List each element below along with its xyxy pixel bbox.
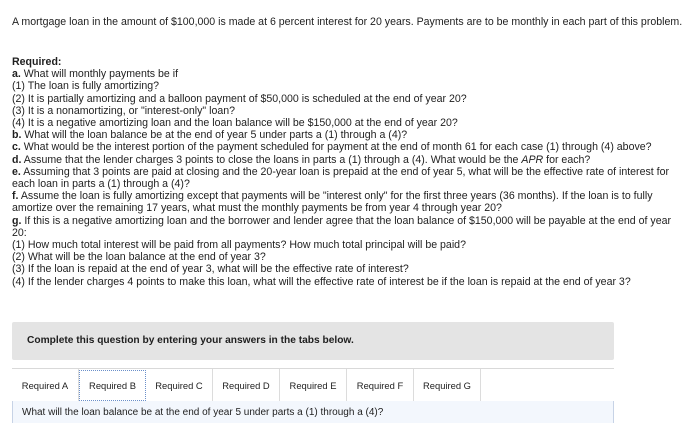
requirement-text: (3) It is a nonamortizing, or "interest-only" loan? <box>12 104 236 117</box>
tab-question: What will the loan balance be at the end of year 5 under parts a (1) through a (4)? <box>22 407 384 418</box>
requirement-letter: e. <box>12 165 21 178</box>
requirement-text: What will the loan balance be at the end of year 5 under parts a (1) through a (4)? <box>21 129 408 142</box>
tab-required-f[interactable]: Required F <box>347 369 414 402</box>
tab-required-b[interactable]: Required B <box>79 370 146 401</box>
requirement-text: (2) It is partially amortizing and a balloon payment of $50,000 is scheduled at the end of year 20? <box>12 92 467 105</box>
requirements-list <box>12 68 688 288</box>
answer-panel <box>12 401 614 423</box>
apr-term: APR <box>521 153 544 166</box>
requirement-text: (1) The loan is fully amortizing? <box>12 80 160 93</box>
requirement-line <box>12 276 688 288</box>
requirement-line <box>12 215 688 239</box>
tab-required-e[interactable]: Required E <box>280 369 347 402</box>
requirement-letter: a. <box>12 68 21 81</box>
requirement-text: Assuming that 3 points are paid at closing and the 20-year loan is prepaid at the end of year 5, what will be the effective rate of interest for each loan in parts a (1) through a (4)? <box>12 165 670 191</box>
requirement-line <box>12 190 688 214</box>
requirement-text: (4) It is a negative amortizing loan and the loan balance will be $150,000 at the end of year 20? <box>12 117 458 130</box>
requirement-line <box>12 68 688 80</box>
tab-required-c[interactable]: Required C <box>146 369 213 402</box>
requirement-text: What would be the interest portion of the payment scheduled for payment at the end of month 61 for each case (1) through (4) above? <box>20 141 652 154</box>
problem-intro: A mortgage loan in the amount of $100,000 is made at 6 percent interest for 20 years. Payments are to be monthly in each part of this problem. <box>12 16 683 28</box>
requirement-text: (2) What will be the loan balance at the end of year 3? <box>12 251 266 264</box>
requirement-text: (3) If the loan is repaid at the end of year 3, what will be the effective rate of interest? <box>12 263 409 276</box>
requirement-line <box>12 263 688 275</box>
requirement-text: (4) If the lender charges 4 points to make this loan, what will the effective rate of interest be if the loan is repaid at the end of year 3? <box>12 275 631 288</box>
requirement-line <box>12 117 688 129</box>
requirement-line <box>12 141 688 153</box>
requirement-line <box>12 80 688 92</box>
requirement-line <box>12 129 688 141</box>
requirement-line <box>12 93 688 105</box>
requirement-letter: g. <box>12 214 22 227</box>
requirement-line <box>12 154 688 166</box>
tab-required-g[interactable]: Required G <box>414 369 481 402</box>
requirement-line <box>12 166 688 190</box>
requirement-line <box>12 239 688 251</box>
requirement-line <box>12 105 688 117</box>
requirement-text: What will monthly payments be if <box>20 68 179 81</box>
requirement-text: Assume that the lender charges 3 points to close the loans in parts a (1) through a (4). What would be the <box>21 153 522 166</box>
instruction-text: Complete this question by entering your answers in the tabs below. <box>27 335 354 346</box>
requirement-line <box>12 251 688 263</box>
required-heading: Required: <box>12 56 62 68</box>
tab-required-a[interactable]: Required A <box>12 369 79 402</box>
requirement-text-tail: for each? <box>543 153 591 166</box>
tab-required-d[interactable]: Required D <box>213 369 280 402</box>
requirement-letter: c. <box>12 141 21 154</box>
requirement-text: If this is a negative amortizing loan and the borrower and lender agree that the loan balance of $150,000 will be payable at the end of year 20: <box>12 214 672 239</box>
requirement-letter: d. <box>12 153 22 166</box>
requirement-text: (1) How much total interest will be paid from all payments? How much total principal will be paid? <box>12 239 466 252</box>
instruction-box <box>12 322 614 360</box>
required-tabs <box>12 368 614 403</box>
requirement-letter: f. <box>12 190 19 203</box>
requirement-letter: b. <box>12 129 22 142</box>
requirements-block <box>12 56 688 288</box>
requirement-text: Assume the loan is fully amortizing except that payments will be "interest only" for the first three years (36 months). If the loan is to fully amortize over the remaining 17 years, what must the monthly payments be from year 4 through year 20? <box>12 190 653 215</box>
